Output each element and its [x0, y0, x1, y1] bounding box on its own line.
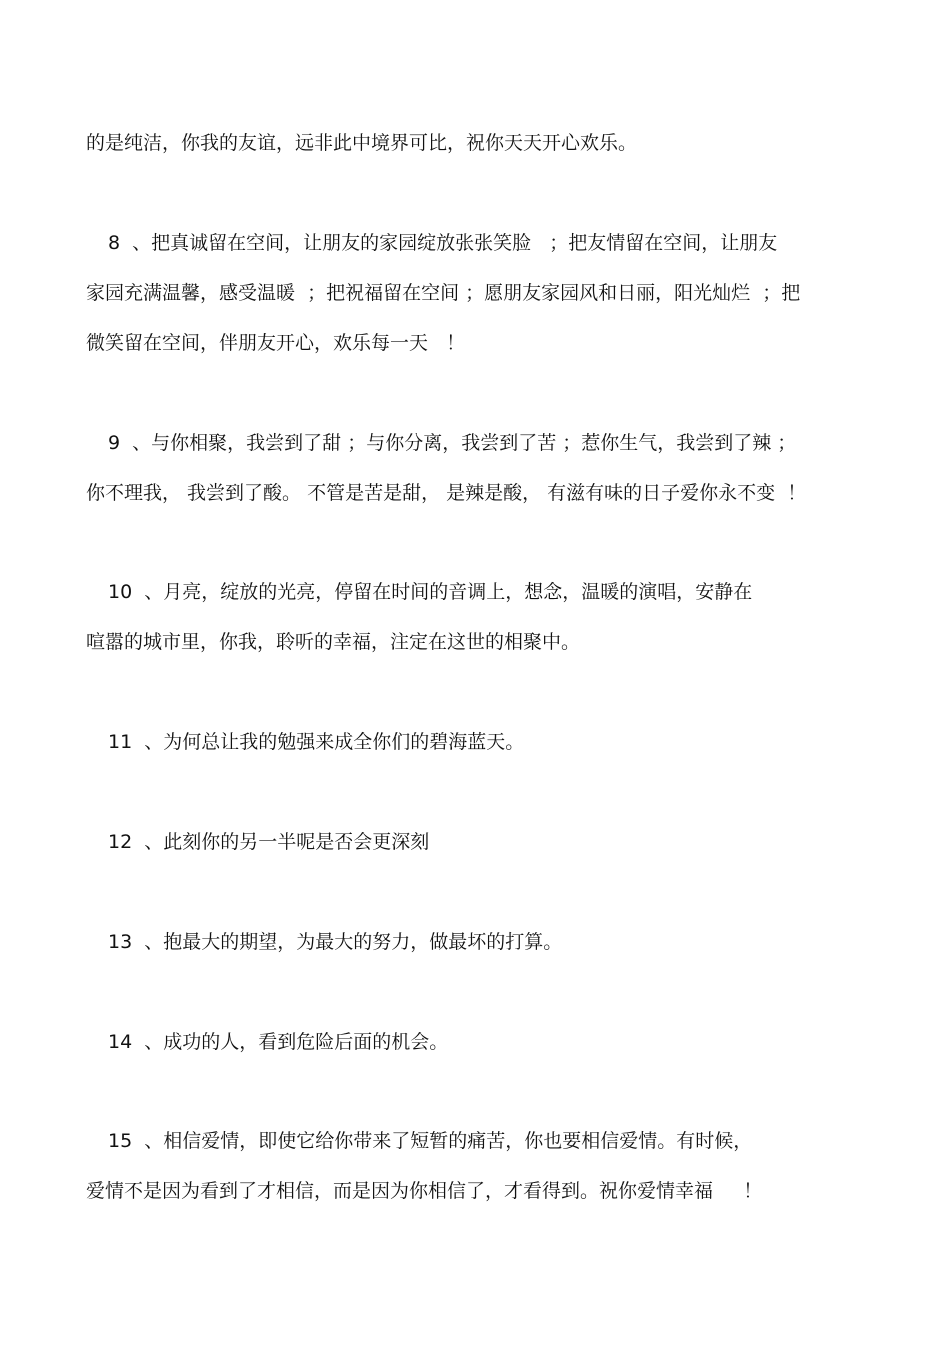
text-line: 11 、为何总让我的勉强来成全你们的碧海蓝天。: [108, 731, 525, 753]
text-line: 10 、月亮，绽放的光亮，停留在时间的音调上，想念，温暖的演唱，安静在: [108, 581, 753, 603]
text-line: 8 、把真诚留在空间，让朋友的家园绽放张张笑脸 ；把友情留在空间，让朋友: [108, 232, 778, 254]
text-line: 9 、与你相聚，我尝到了甜 ；与你分离，我尝到了苦 ；惹你生气，我尝到了辣 ；: [108, 432, 797, 454]
text-line: 14 、成功的人，看到危险后面的机会。: [108, 1031, 449, 1053]
text-line: 家园充满温馨，感受温暖 ；把祝福留在空间 ；愿朋友家园风和日丽，阳光灿烂 ；把: [86, 282, 801, 304]
text-line: 12 、此刻你的另一半呢是否会更深刻: [108, 831, 430, 853]
text-line: 13 、抱最大的期望，为最大的努力，做最坏的打算。: [108, 931, 563, 953]
text-line: 的是纯洁，你我的友谊，远非此中境界可比，祝你天天开心欢乐。: [86, 132, 638, 154]
text-line: 喧嚣的城市里，你我，聆听的幸福，注定在这世的相聚中。: [86, 631, 581, 653]
text-line: 微笑留在空间，伴朋友开心，欢乐每一天 ！: [86, 332, 466, 354]
text-line: 15 、相信爱情，即使它给你带来了短暂的痛苦，你也要相信爱情。有时候，: [108, 1130, 753, 1152]
text-line: 爱情不是因为看到了才相信，而是因为你相信了，才看得到。祝你爱情幸福 ！: [86, 1180, 763, 1202]
text-line: 你不理我， 我尝到了酸。 不管是苦是甜， 是辣是酸， 有滋有味的日子爱你永不变 ！: [86, 482, 807, 504]
